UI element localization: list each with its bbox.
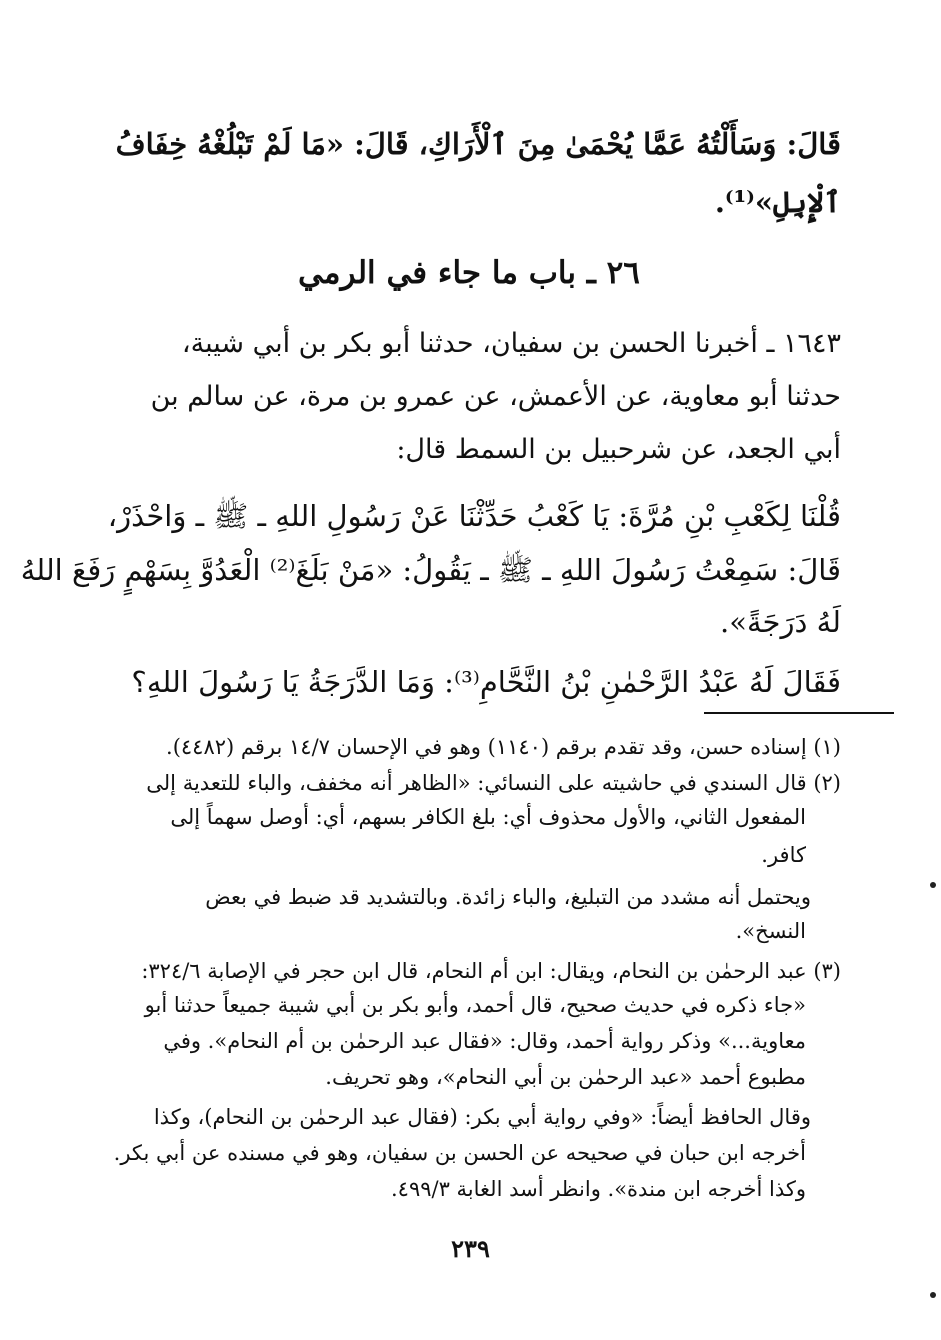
body-line: قَالَ: وَسَأَلْتُهُ عَمَّا يُحْمَىٰ مِنَ ٱلْأَرَاكِ، قَالَ: «مَا لَمْ تَبْلُغْهُ خِفَافُ bbox=[115, 127, 841, 161]
hadith-isnad-line: حدثنا أبو معاوية، عن الأعمش، عن عمرو بن مرة، عن سالم بن bbox=[150, 381, 841, 412]
footnote-separator bbox=[704, 712, 894, 714]
footnote-line: ويحتمل أنه مشدد من التبليغ، والباء زائدة. وبالتشديد قد ضبط في بعض bbox=[205, 885, 811, 909]
chapter-heading: ٢٦ ـ باب ما جاء في الرمي bbox=[298, 255, 640, 291]
hadith-isnad-line: ١٦٤٣ ـ أخبرنا الحسن بن سفيان، حدثنا أبو بكر بن أبي شيبة، bbox=[181, 328, 841, 359]
scan-speck bbox=[930, 1292, 936, 1298]
hadith-matn-line: قُلْنَا لِكَعْبِ بْنِ مُرَّةَ: يَا كَعْبُ حَدِّثْنَا عَنْ رَسُولِ اللهِ ـ ﷺ ـ وَاحْذَرْ، bbox=[107, 499, 841, 533]
footnote-line: كافر. bbox=[761, 843, 806, 867]
footnote-line: «جاء ذكره في حديث صحيح، قال أحمد، وأبو بكر بن أبي شيبة جميعاً حدثنا أبو bbox=[144, 993, 806, 1017]
body-line: ٱلْإِبِلِ»⁽¹⁾. bbox=[714, 185, 841, 219]
hadith-matn-line: فَقَالَ لَهُ عَبْدُ الرَّحْمٰنِ بْنُ النَّحَّامِ⁽³⁾: وَمَا الدَّرَجَةُ يَا رَسُولَ اللهِ؟ bbox=[131, 665, 841, 699]
page-number: ٢٣٩ bbox=[451, 1234, 490, 1263]
hadith-isnad-line: أبي الجعد، عن شرحبيل بن السمط قال: bbox=[396, 434, 841, 465]
footnote-line: (٣) عبد الرحمٰن بن النحام، ويقال: ابن أم النحام، قال ابن حجر في الإصابة ٣٢٤/٦: bbox=[141, 959, 841, 983]
footnote-line: وقال الحافظ أيضاً: «وفي رواية أبي بكر: (فقال عبد الرحمٰن بن النحام)، وكذا bbox=[153, 1105, 811, 1129]
footnote-line: المفعول الثاني، والأول محذوف أي: بلغ الكافر بسهم، أي: أوصل سهماً إلى bbox=[170, 805, 806, 829]
footnote-line: وكذا أخرجه ابن مندة». وانظر أسد الغابة ٤٩٩/٣. bbox=[390, 1177, 806, 1201]
hadith-matn-line: قَالَ: سَمِعْتُ رَسُولَ اللهِ ـ ﷺ ـ يَقُولُ: «مَنْ بَلَغَ⁽²⁾ الْعَدُوَّ بِسَهْمٍ رَفَعَ اللهُ bbox=[20, 553, 841, 587]
scan-speck bbox=[930, 882, 936, 888]
footnote-line: (٢) قال السندي في حاشيته على النسائي: «الظاهر أنه مخفف، والباء للتعدية إلى bbox=[146, 771, 841, 795]
hadith-matn-line: لَهُ دَرَجَةً». bbox=[720, 605, 841, 639]
footnote-line: مطبوع أحمد «عبد الرحمٰن بن أبي النحام»، وهو تحريف. bbox=[325, 1065, 806, 1089]
footnote-line: النسخ». bbox=[735, 919, 806, 943]
footnote-line: (١) إسناده حسن، وقد تقدم برقم (١١٤٠) وهو في الإحسان ١٤/٧ برقم (٤٤٨٢). bbox=[166, 735, 841, 759]
footnote-line: معاوية...» وذكر رواية أحمد، وقال: «فقال عبد الرحمٰن بن أم النحام». وفي bbox=[163, 1029, 806, 1053]
footnote-line: أخرجه ابن حبان في صحيحه عن الحسن بن سفيان، وهو في مسنده عن أبي بكر. bbox=[113, 1141, 806, 1165]
